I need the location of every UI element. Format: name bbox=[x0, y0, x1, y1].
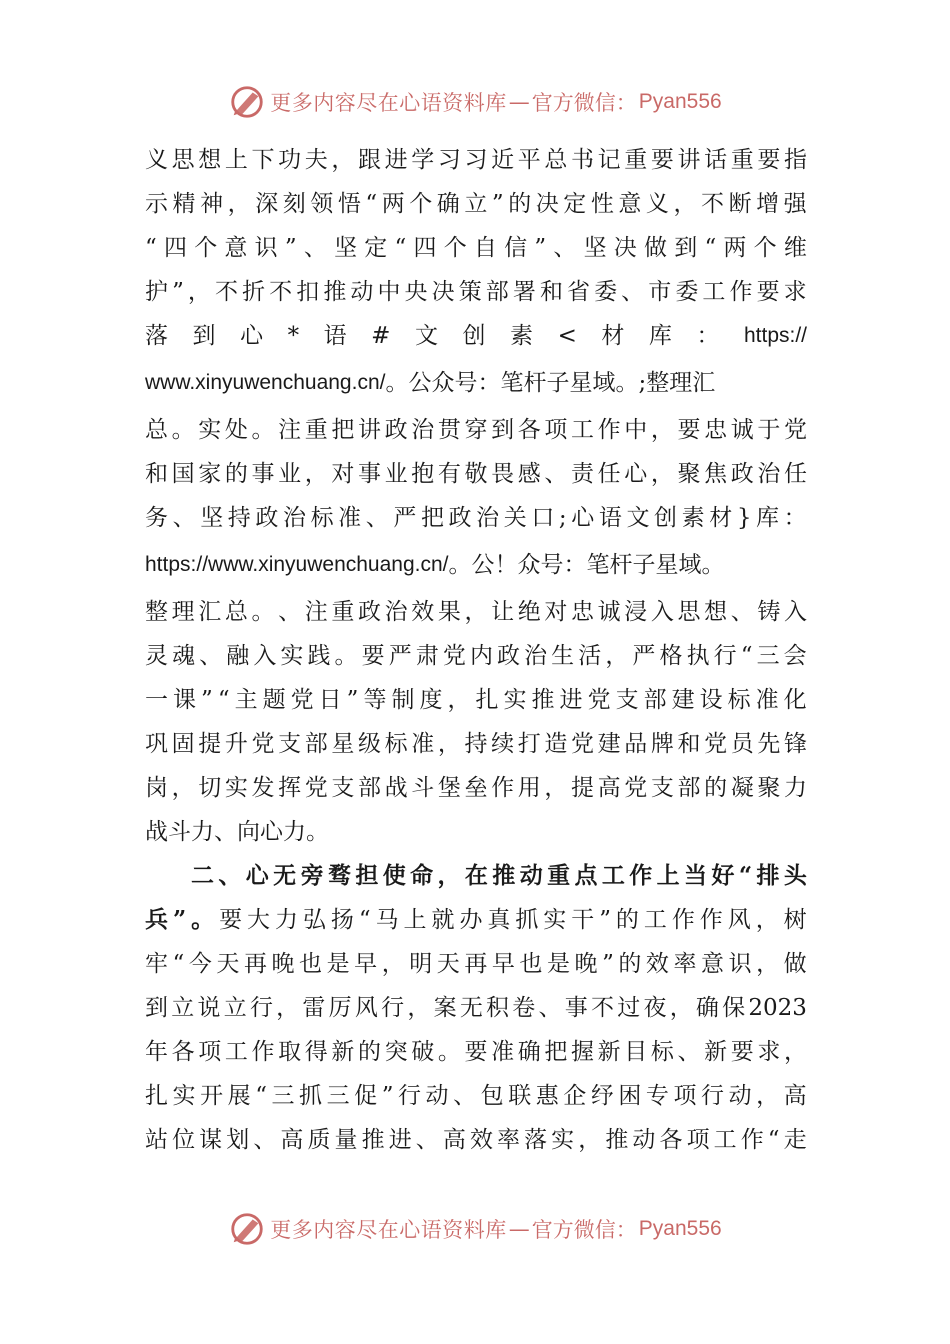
paragraph-1-last-line bbox=[145, 810, 807, 854]
text-line: 牢 “ 今 天 再 晚 也 是 早 ， 明 天 再 早 也 是 晚 ” 的 效 率 意 识 ， 做 bbox=[145, 951, 807, 977]
banner-dash: — bbox=[508, 1217, 530, 1241]
text-line: 整 理 汇 总 。 、 注 重 政 治 效 果 ， 让 绝 对 忠 诚 浸 入 思 想 、 铸 入 bbox=[145, 599, 807, 625]
header-watermark-banner bbox=[0, 82, 950, 122]
banner-title: 更多内容尽在心语资料库 bbox=[270, 1218, 507, 1242]
inline-url: www.xinyuwenchuang.cn/ bbox=[145, 371, 386, 394]
text-line: 到 立 说 立 行 ， 雷 厉 风 行 ， 案 无 积 卷 、 事 不 过 夜 ， 确 保 2023 bbox=[145, 995, 807, 1021]
banner-title: 更多内容尽在心语资料库 bbox=[270, 91, 507, 115]
text-line: 灵 魂 、 融 入 实 践 。 要 严 肃 党 内 政 治 生 活 ， 严 格 执 行 “ 三 会 bbox=[145, 643, 807, 669]
paragraph-2 bbox=[145, 942, 807, 1162]
text-line: “ 四 个 意 识 ” 、 坚 定 “ 四 个 自 信 ” 、 坚 决 做 到 “ 两 个 维 bbox=[145, 235, 807, 261]
text-line: 和 国 家 的 事 业 ， 对 事 业 抱 有 敬 畏 感 、 责 任 心 ， 聚 焦 政 治 任 bbox=[145, 461, 807, 487]
pen-nib-logo-icon bbox=[228, 83, 266, 121]
text-line: 示 精 神 ， 深 刻 领 悟 “ 两 个 确 立 ” 的 决 定 性 意 义 ， 不 断 增 强 bbox=[145, 191, 807, 217]
banner-wechat-handle: Pyan556 bbox=[638, 90, 722, 113]
text-line: 扎 实 开 展 “ 三 抓 三 促 ” 行 动 、 包 联 惠 企 纾 困 专 项 行 动 ， 高 bbox=[145, 1083, 807, 1109]
last-line-text: 战斗力、向心力。 bbox=[145, 819, 329, 845]
inline-url-2: https://www.xinyuwenchuang.cn/ bbox=[145, 553, 449, 576]
watermark-spaced-line: 落 到 心 * 语 # 文 创 素 < 材 库 ： https:// bbox=[145, 323, 807, 349]
url-line-2 bbox=[145, 540, 807, 590]
heading-continuation-line: 兵 ” 。 要 大 力 弘 扬 “ 马 上 就 办 真 抓 实 干 ” 的 工 作 作 风 ， 树 bbox=[145, 906, 807, 933]
paragraph-1-continued bbox=[145, 408, 807, 540]
text-line: 总 。 实 处 。 注 重 把 讲 政 治 贯 穿 到 各 项 工 作 中 ， 要 忠 诚 于 党 bbox=[145, 417, 807, 443]
footer-watermark-banner bbox=[0, 1209, 950, 1249]
text-line: 务 、 坚 持 政 治 标 准 、 严 把 政 治 关 口 ; 心 语 文 创 素 材 } 库 ： bbox=[145, 505, 807, 531]
text-line: 岗 ， 切 实 发 挥 党 支 部 战 斗 堡 垒 作 用 ， 提 高 党 支 部 的 凝 聚 力 bbox=[145, 775, 807, 801]
document-body bbox=[145, 138, 807, 1162]
section-heading-2: 二 、 心 无 旁 骛 担 使 命 ， 在 推 动 重 点 工 作 上 当 好 “ 排 头 bbox=[191, 862, 807, 889]
pen-nib-logo-icon bbox=[228, 1210, 266, 1248]
text-line: 巩 固 提 升 党 支 部 星 级 标 准 ， 持 续 打 造 党 建 品 牌 和 党 员 先 锋 bbox=[145, 731, 807, 757]
text-line: 义 思 想 上 下 功 夫 ， 跟 进 学 习 习 近 平 总 书 记 重 要 讲 话 重 要 指 bbox=[145, 147, 807, 173]
text-line: 年 各 项 工 作 取 得 新 的 突 破 。 要 准 确 把 握 新 目 标 、 新 要 求 ， bbox=[145, 1039, 807, 1065]
text-line: 站 位 谋 划 、 高 质 量 推 进 、 高 效 率 落 实 ， 推 动 各 项 工 作 “ 走 bbox=[145, 1127, 807, 1153]
url-line-rest: 。公众号：笔杆子星域。;整理汇 bbox=[385, 370, 716, 396]
banner-contact-label: 官方微信： bbox=[531, 1218, 637, 1242]
text-line: 护 ” ， 不 折 不 扣 推 动 中 央 决 策 部 署 和 省 委 、 市 委 工 作 要 求 bbox=[145, 279, 807, 305]
text-line: 一 课 ” “ 主 题 党 日 ” 等 制 度 ， 扎 实 推 进 党 支 部 建 设 标 准 化 bbox=[145, 687, 807, 713]
banner-dash: — bbox=[508, 90, 530, 114]
url-line-2-rest: 。公！众号：笔杆子星域。 bbox=[448, 552, 725, 578]
banner-wechat-handle: Pyan556 bbox=[638, 1217, 722, 1240]
banner-contact-label: 官方微信： bbox=[531, 91, 637, 115]
url-line bbox=[145, 358, 807, 408]
paragraph-1-tail bbox=[145, 590, 807, 810]
paragraph-1 bbox=[145, 138, 807, 314]
